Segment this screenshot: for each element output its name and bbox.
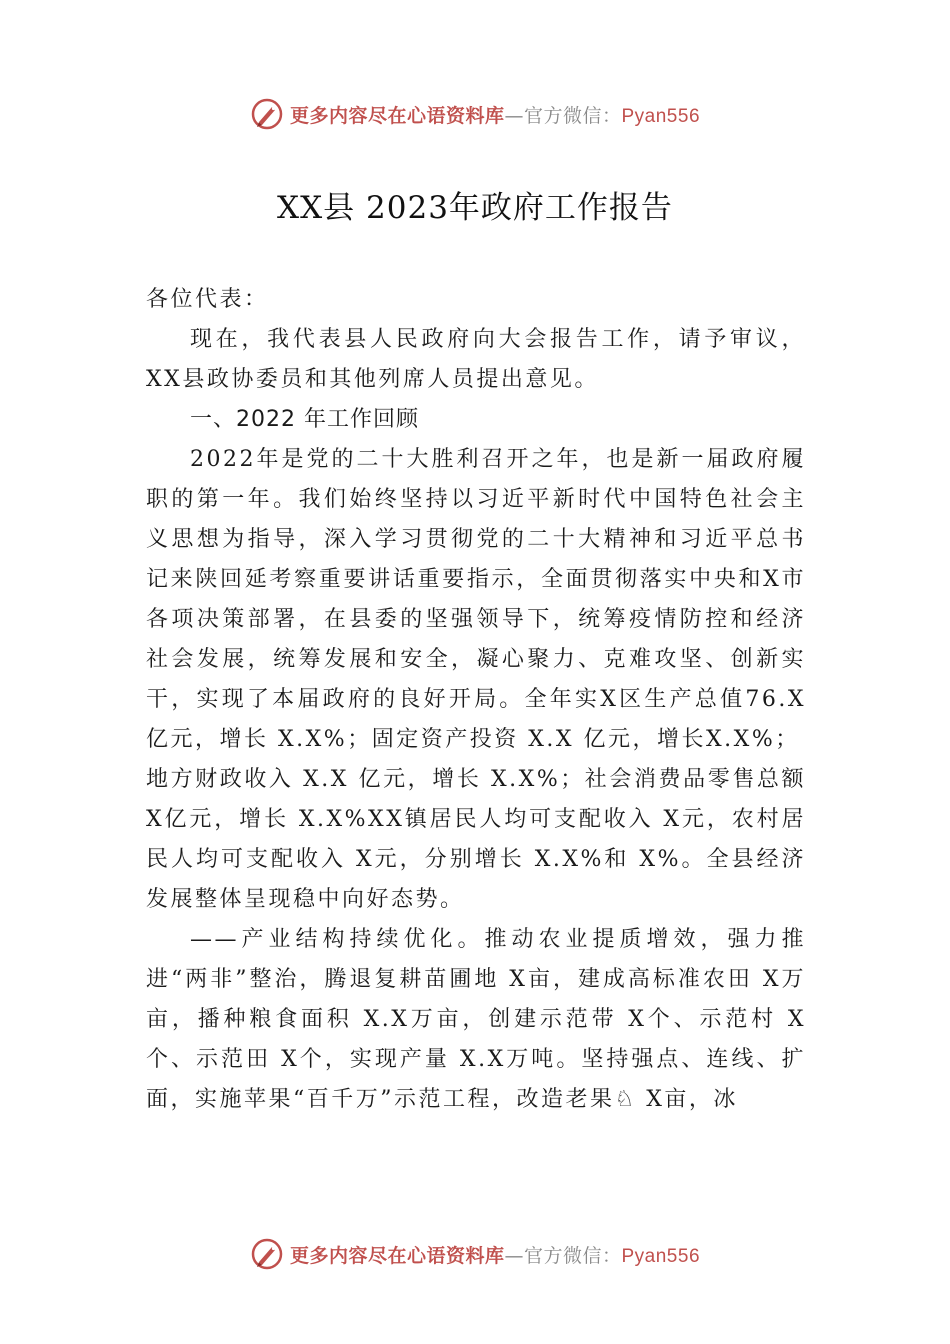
document-title: XX县 2023年政府工作报告: [277, 190, 673, 226]
watermark-top: [0, 94, 950, 134]
watermark-separator: —: [504, 104, 524, 127]
watermark-label: 官方微信：: [523, 104, 622, 127]
watermark-wechat-id: Pyan556: [621, 1245, 701, 1267]
section-heading: 一、2022 年工作回顾: [190, 407, 419, 432]
watermark-wechat-id: Pyan556: [621, 105, 701, 127]
document-body: [146, 280, 806, 1120]
paragraph-review: 2022年是党的二十大胜利召开之年，也是新一届政府履职的第一年。我们始终坚持以习近平新时代中国特色社会主义思想为指导，深入学习贯彻党的二十大精神和习近平总书记来陕回延考察重要讲话重要指示，全面贯彻落实中央和X市各项决策部署，在县委的坚强领导下，统筹疫情防控和经济社会发展，统筹发展和安全，凝心聚力、克难攻坚、创新实干，实现了本届政府的良好开局。全年实X区生产总值76.X 亿元，增长 X.X%；固定资产投资 X.X 亿元，增长X.X%；: [146, 447, 806, 752]
salutation: 各位代表：: [146, 287, 269, 312]
watermark-brand: 更多内容尽在心语资料库: [289, 104, 505, 127]
watermark-text: [290, 101, 700, 128]
watermark-label: 官方微信：: [523, 1244, 622, 1267]
watermark-separator: —: [504, 1244, 524, 1267]
watermark-bottom: [0, 1234, 950, 1274]
paragraph-industry: ——产业结构持续优化。推动农业提质增效，强力推进“两非”整治，腾退复耕苗圃地 X亩，建成高标准农田 X万亩，播种粮食面积 X.X万亩，创建示范带 X个、示范村 X个、示范田 X个，实现产量 X.X万吨。坚持强点、连线、扩面，实施苹果“百千万”示范工程，改造老果♘ X亩，冰: [146, 927, 806, 1112]
paragraph-finance: 地方财政收入 X.X 亿元，增长 X.X%；社会消费品零售总额X亿元，增长 X.X%XX镇居民人均可支配收入 X元，农村居民人均可支配收入 X元，分别增长 X.X%和 X%。全县经济发展整体呈现稳中向好态势。: [146, 767, 806, 912]
watermark-text: [290, 1241, 700, 1268]
logo-pen-icon: [250, 1237, 284, 1271]
watermark-brand: 更多内容尽在心语资料库: [289, 1244, 505, 1267]
intro-paragraph: 现在，我代表县人民政府向大会报告工作，请予审议，XX县政协委员和其他列席人员提出意见。: [146, 327, 806, 392]
logo-pen-icon: [250, 97, 284, 131]
